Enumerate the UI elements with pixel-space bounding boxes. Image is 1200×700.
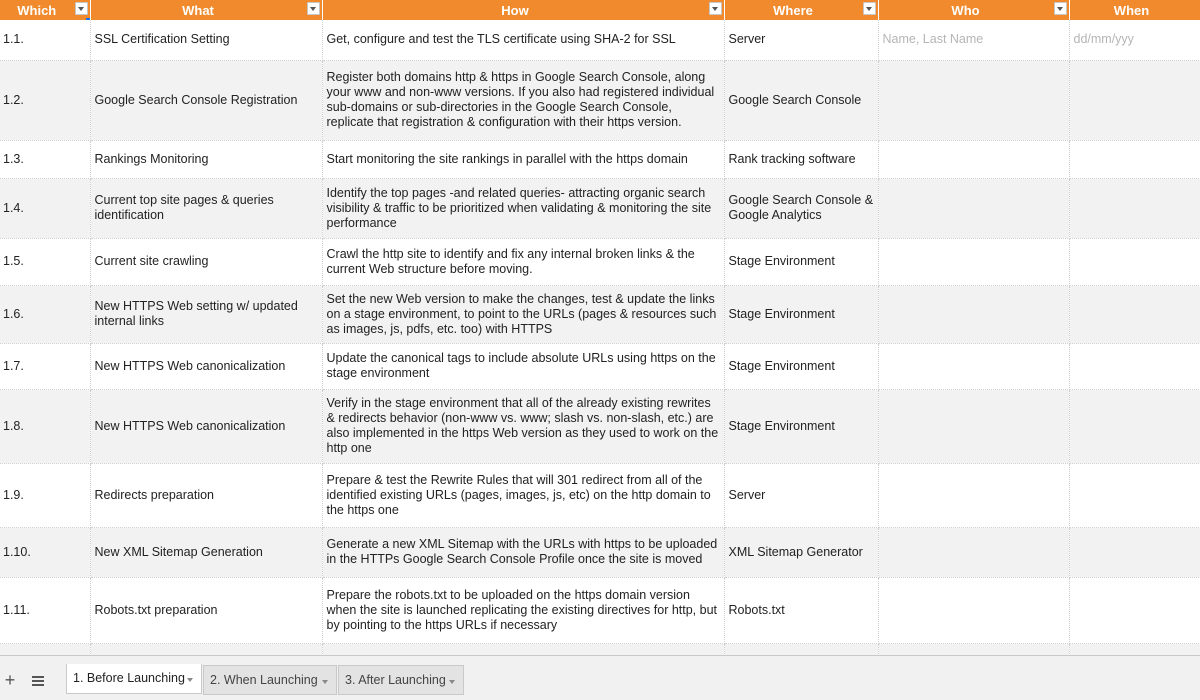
cell-which[interactable]: 1.8. <box>0 389 90 463</box>
cell-when[interactable] <box>1069 140 1200 178</box>
cell-how[interactable]: Identify the top pages -and related queries- attracting organic search visibility & traffic to be prioritized when validating & monitoring the site performance <box>322 178 724 238</box>
cell-what[interactable]: New XML Sitemap Generation <box>90 527 322 577</box>
plus-icon[interactable]: + <box>4 670 16 690</box>
cell-when[interactable] <box>1069 463 1200 527</box>
cell-who[interactable] <box>878 389 1069 463</box>
cell-what[interactable]: Current site crawling <box>90 238 322 285</box>
tab-label: 3. After Launching <box>345 673 446 687</box>
cell-how[interactable]: Set the new Web version to make the changes, test & update the links on a stage environment, to point to the URLs (pages & resources such as images, js, pdfs, etc. too) with HTTPS <box>322 285 724 343</box>
header-how[interactable] <box>322 0 724 20</box>
cell-which[interactable]: 1.2. <box>0 60 90 140</box>
table-row <box>0 60 1200 140</box>
cell-which[interactable]: 1.1. <box>0 20 90 60</box>
cell-where[interactable]: Google Search Console <box>724 60 878 140</box>
header-what-label: What <box>182 2 214 18</box>
table-row <box>0 577 1200 643</box>
table-row <box>0 178 1200 238</box>
cell-who[interactable] <box>878 577 1069 643</box>
caret-down-icon[interactable] <box>449 680 455 684</box>
header-which-label: Which <box>17 2 57 18</box>
cell-what[interactable] <box>90 643 322 655</box>
cell-when[interactable] <box>1069 527 1200 577</box>
cell-who[interactable]: Name, Last Name <box>878 20 1069 60</box>
table-row <box>0 238 1200 285</box>
cell-when[interactable] <box>1069 643 1200 655</box>
cell-who[interactable] <box>878 178 1069 238</box>
header-row <box>0 0 1200 20</box>
cell-which[interactable]: 1.9. <box>0 463 90 527</box>
cell-who[interactable] <box>878 643 1069 655</box>
cell-what[interactable]: SSL Certification Setting <box>90 20 322 60</box>
table-row <box>0 343 1200 389</box>
tab-when-launching[interactable] <box>203 665 337 695</box>
cell-where[interactable]: Server <box>724 20 878 60</box>
cell-what[interactable]: New HTTPS Web canonicalization <box>90 389 322 463</box>
cell-which[interactable] <box>0 643 90 655</box>
cell-who[interactable] <box>878 285 1069 343</box>
table-row <box>0 643 1200 655</box>
cell-where[interactable]: Server <box>724 463 878 527</box>
table-row <box>0 140 1200 178</box>
cell-how[interactable]: Prepare & test the Rewrite Rules that will 301 redirect from all of the identified existing URLs (pages, images, js, etc) on the http domain to the https one <box>322 463 724 527</box>
cell-where[interactable] <box>724 643 878 655</box>
cell-when[interactable]: dd/mm/yyy <box>1069 20 1200 60</box>
cell-when[interactable] <box>1069 577 1200 643</box>
cell-what[interactable]: New HTTPS Web canonicalization <box>90 343 322 389</box>
filter-dropdown-icon[interactable] <box>863 2 876 15</box>
header-who[interactable] <box>878 0 1069 20</box>
cell-which[interactable]: 1.6. <box>0 285 90 343</box>
cell-when[interactable] <box>1069 178 1200 238</box>
cell-which[interactable]: 1.4. <box>0 178 90 238</box>
sheet-tab-bar <box>0 655 1200 700</box>
cell-where[interactable]: Stage Environment <box>724 285 878 343</box>
cell-which[interactable]: 1.3. <box>0 140 90 178</box>
cell-how[interactable]: Generate a new XML Sitemap with the URLs with https to be uploaded in the HTTPs Google Search Console Profile once the site is moved <box>322 527 724 577</box>
filter-dropdown-icon[interactable] <box>307 2 320 15</box>
header-when[interactable] <box>1069 0 1200 20</box>
header-when-label: When <box>1113 2 1150 18</box>
cell-what[interactable]: Current top site pages & queries identification <box>90 178 322 238</box>
header-who-label: Who <box>951 2 980 18</box>
cell-how[interactable]: Verify in the stage environment that all of the already existing rewrites & redirects behavior (non-www vs. www; slash vs. non-slash, etc.) are also implemented in the https Web version as they used to work on the http one <box>322 389 724 463</box>
cell-where[interactable]: Stage Environment <box>724 238 878 285</box>
cell-where[interactable]: Robots.txt <box>724 577 878 643</box>
cell-when[interactable] <box>1069 238 1200 285</box>
cell-what[interactable]: Rankings Monitoring <box>90 140 322 178</box>
header-which[interactable] <box>0 0 90 20</box>
caret-down-icon[interactable] <box>322 680 328 684</box>
caret-down-icon[interactable] <box>187 678 193 682</box>
table-row <box>0 527 1200 577</box>
header-where[interactable] <box>724 0 878 20</box>
cell-what[interactable]: Redirects preparation <box>90 463 322 527</box>
cell-where[interactable]: Google Search Console & Google Analytics <box>724 178 878 238</box>
table-row <box>0 463 1200 527</box>
cell-how[interactable]: Prepare the robots.txt to be uploaded on the https domain version when the site is launched replicating the existing directives for http, but by pointing to the https URLs if necessary <box>322 577 724 643</box>
cell-where[interactable]: Rank tracking software <box>724 140 878 178</box>
cell-how[interactable]: Update the canonical tags to include absolute URLs using https on the stage environment <box>322 343 724 389</box>
cell-how[interactable]: Crawl the http site to identify and fix any internal broken links & the current Web structure before moving. <box>322 238 724 285</box>
cell-who[interactable] <box>878 527 1069 577</box>
tab-label: 2. When Launching <box>210 673 318 687</box>
cell-which[interactable]: 1.11. <box>0 577 90 643</box>
cell-who[interactable] <box>878 238 1069 285</box>
hamburger-menu-icon[interactable] <box>32 676 44 688</box>
cell-how[interactable]: Register both domains http & https in Google Search Console, along your www and non-www versions. If you also had registered individual sub-domains or sub-directories in the Google Search Console, replicate that registration & configuration with their https version. <box>322 60 724 140</box>
table-row <box>0 285 1200 343</box>
cell-where[interactable]: Stage Environment <box>724 343 878 389</box>
cell-where[interactable]: XML Sitemap Generator <box>724 527 878 577</box>
header-what[interactable] <box>90 0 322 20</box>
tab-after-launching[interactable] <box>338 665 464 695</box>
cell-which[interactable]: 1.10. <box>0 527 90 577</box>
cell-when[interactable] <box>1069 285 1200 343</box>
cell-who[interactable] <box>878 343 1069 389</box>
cell-which[interactable]: 1.5. <box>0 238 90 285</box>
cell-who[interactable] <box>878 60 1069 140</box>
cell-where[interactable]: Stage Environment <box>724 389 878 463</box>
cell-how[interactable]: Start monitoring the site rankings in parallel with the https domain <box>322 140 724 178</box>
cell-what[interactable]: Robots.txt preparation <box>90 577 322 643</box>
cell-what[interactable]: New HTTPS Web setting w/ updated internal links <box>90 285 322 343</box>
cell-how[interactable] <box>322 643 724 655</box>
cell-how[interactable]: Get, configure and test the TLS certificate using SHA-2 for SSL <box>322 20 724 60</box>
filter-dropdown-icon[interactable] <box>1054 2 1067 15</box>
tab-before-launching[interactable] <box>66 664 202 694</box>
filter-dropdown-icon[interactable] <box>709 2 722 15</box>
cell-when[interactable] <box>1069 343 1200 389</box>
cell-what[interactable]: Google Search Console Registration <box>90 60 322 140</box>
cell-who[interactable] <box>878 140 1069 178</box>
cell-when[interactable] <box>1069 60 1200 140</box>
cell-who[interactable] <box>878 463 1069 527</box>
filter-dropdown-icon[interactable] <box>75 2 88 15</box>
header-how-label: How <box>501 2 529 18</box>
cell-when[interactable] <box>1069 389 1200 463</box>
header-where-label: Where <box>773 2 813 18</box>
table-row <box>0 389 1200 463</box>
cell-which[interactable]: 1.7. <box>0 343 90 389</box>
tab-label: 1. Before Launching <box>73 671 185 685</box>
table-row <box>0 20 1200 60</box>
